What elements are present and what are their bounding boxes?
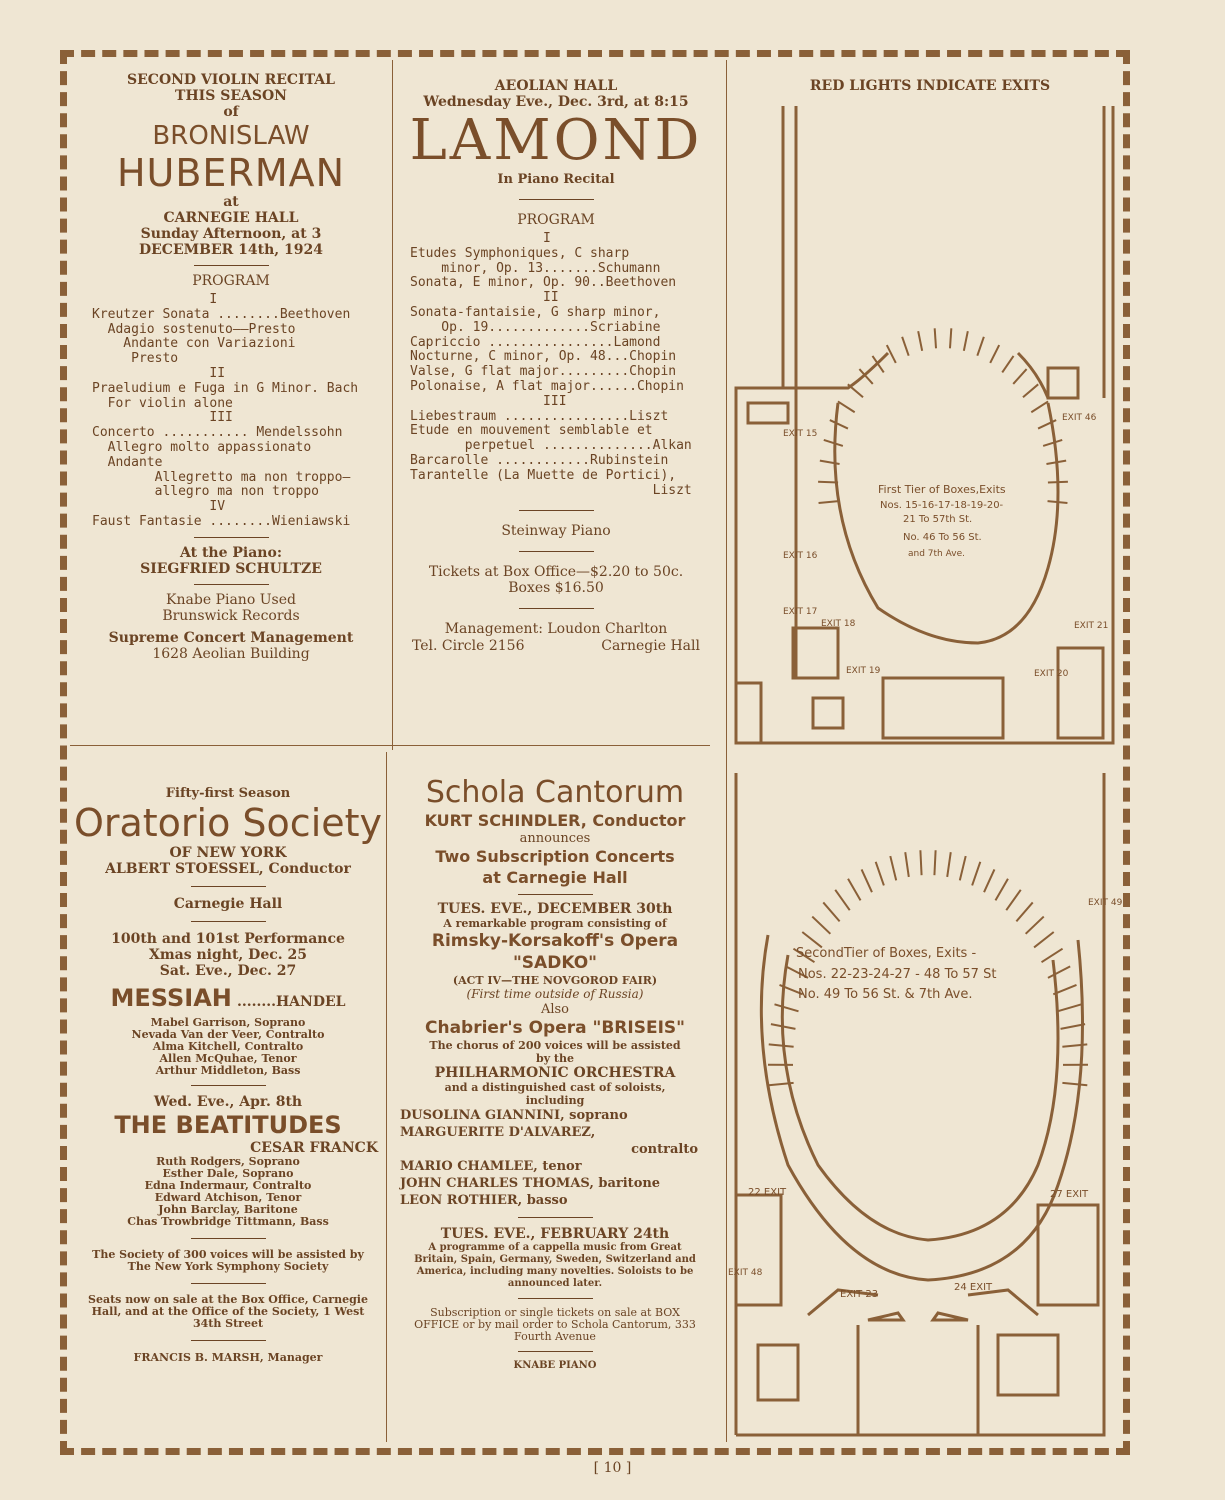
schola-opera2: Chabrier's Opera "BRISEIS" xyxy=(424,1018,686,1038)
huberman-line1: SECOND VIOLIN RECITAL xyxy=(127,72,335,88)
seat-box-mark xyxy=(972,862,980,886)
seat-box-mark xyxy=(1058,1004,1082,1011)
seat-box-mark xyxy=(823,902,839,921)
oratorio-date3: Wed. Eve., Apr. 8th xyxy=(153,1094,303,1110)
program-line: Ruth Rodgers, Soprano xyxy=(156,1155,300,1168)
program-line: Liszt xyxy=(410,482,692,498)
map2-note1: SecondTier of Boxes, Exits - xyxy=(796,946,977,961)
seat-box-mark xyxy=(1062,1083,1087,1085)
divider xyxy=(392,60,393,750)
divider xyxy=(70,745,710,746)
huberman-records: Brunswick Records xyxy=(162,607,300,624)
seat-box-mark xyxy=(769,1044,794,1046)
program-line: For violin alone xyxy=(92,395,233,411)
huberman-piano-used: Knabe Piano Used xyxy=(166,591,296,608)
program-line: II xyxy=(410,290,559,306)
seat-box-mark xyxy=(1048,501,1068,503)
schola-announces: announces xyxy=(519,831,591,846)
map1-note5: and 7th Ave. xyxy=(908,549,965,559)
seat-box-mark xyxy=(977,337,984,356)
program-line: Nocturne, C minor, Op. 48...Chopin xyxy=(410,349,677,365)
seat-box-mark xyxy=(1034,932,1054,947)
schola-including: including xyxy=(525,1094,585,1107)
program-line: Allegro molto appassionato xyxy=(92,439,312,455)
map1-exit-15: EXIT 15 xyxy=(783,429,818,439)
map1-exit-17: EXIT 17 xyxy=(783,607,818,617)
huberman-pianist: SIEGFRIED SCHULTZE xyxy=(140,560,322,577)
beatitudes-cast xyxy=(72,1156,384,1228)
program-line: Capriccio ................Lamond xyxy=(410,334,661,350)
program-line: Esther Dale, Soprano xyxy=(162,1167,294,1180)
program-line: Barcarolle ............Rubinstein xyxy=(410,452,669,468)
oratorio-beatitudes: THE BEATITUDES xyxy=(114,1111,342,1139)
map1-note3: 21 To 57th St. xyxy=(903,514,973,525)
program-line: Presto xyxy=(92,351,179,367)
schola-piano: KNABE PIANO xyxy=(513,1360,597,1371)
program-line: allegro ma non troppo xyxy=(92,484,319,500)
huberman-management: Supreme Concert Management xyxy=(108,629,354,646)
map1-note1: First Tier of Boxes,Exits xyxy=(878,483,1006,496)
map1-exit-19: EXIT 19 xyxy=(846,666,881,676)
seat-box-mark xyxy=(1031,401,1048,412)
seat-box-mark xyxy=(775,1004,799,1011)
program-line: Polonaise, A flat major......Chopin xyxy=(410,378,684,394)
program-line: Liebestraum ................Liszt xyxy=(410,408,669,424)
map1-note4: No. 46 To 56 St. xyxy=(903,532,982,543)
schola-soloist-1: DUSOLINA GIANNINI, soprano xyxy=(400,1108,628,1123)
seat-box-mark xyxy=(1026,917,1044,934)
schola-chorus2: by the xyxy=(536,1052,574,1065)
seat-box-mark xyxy=(819,501,839,503)
divider xyxy=(386,752,387,1442)
program-line: Etudes Symphoniques, C sharp xyxy=(410,245,630,261)
huberman-last-name: HUBERMAN xyxy=(116,151,346,195)
program-line: Adagio sostenuto——Presto xyxy=(92,321,296,337)
second-tier-floor-plan xyxy=(728,765,1124,1445)
seat-box-mark xyxy=(1013,369,1026,384)
lamond-hall2: Carnegie Hall xyxy=(601,638,700,655)
map1-exit-16: EXIT 16 xyxy=(783,551,818,561)
seat-box-mark xyxy=(862,869,872,892)
lamond-tickets: Tickets at Box Office—$2.20 to 50c. xyxy=(428,564,684,581)
map2-exit-48: EXIT 48 xyxy=(728,1268,763,1278)
schola-first: (First time outside of Russia) xyxy=(466,987,644,1001)
oratorio-date2: Sat. Eve., Dec. 27 xyxy=(159,963,297,979)
schola-soloist-2b: contralto xyxy=(631,1142,698,1157)
huberman-address: 1628 Aeolian Building xyxy=(152,645,310,662)
lamond-piano: Steinway Piano xyxy=(501,523,611,540)
page-number: [ 10 ] xyxy=(593,1460,632,1476)
program-line: Valse, G flat major.........Chopin xyxy=(410,364,677,380)
map1-header: RED LIGHTS INDICATE EXITS xyxy=(809,78,1051,94)
program-line: Faust Fantasie ........Wieniawski xyxy=(92,513,351,529)
oratorio-sale: Seats now on sale at the Box Office, Carnegie Hall, and at the Office of the Society, 1 West 34th Street xyxy=(88,1293,368,1330)
program-line: Praeludium e Fuga in G Minor. Bach xyxy=(92,380,359,396)
schola-program2: A programme of a cappella music from Great Britain, Spain, Germany, Sweden, Switzerland and America, including many novelties. Soloists to be announced later. xyxy=(414,1242,696,1289)
schola-soloist-2: MARGUERITE D'ALVAREZ, xyxy=(400,1125,596,1140)
messiah-cast xyxy=(72,1017,384,1077)
oratorio-date1: Xmas night, Dec. 25 xyxy=(149,947,307,963)
lamond-hall: AEOLIAN HALL xyxy=(494,78,618,94)
program-line: Sonata-fantaisie, G sharp minor, xyxy=(410,304,661,320)
seat-box-mark xyxy=(1023,384,1038,397)
program-line: Etude en mouvement semblable et xyxy=(410,423,653,439)
schola-name: Schola Cantorum xyxy=(425,775,685,810)
lamond-subtitle: In Piano Recital xyxy=(497,172,615,187)
seat-box-mark xyxy=(905,852,909,877)
oratorio-name: Oratorio Society xyxy=(73,801,383,845)
schola-date2: TUES. EVE., FEBRUARY 24th xyxy=(440,1226,670,1242)
seat-box-mark xyxy=(824,440,843,446)
huberman-line3: of xyxy=(223,104,239,120)
program-line: Tarantelle (La Muette de Portici), xyxy=(410,467,677,483)
huberman-time: Sunday Afternoon, at 3 xyxy=(140,226,322,242)
map1-header-box xyxy=(730,78,1130,94)
schola-opera1: Rimsky-Korsakoff's Opera xyxy=(431,931,679,951)
lamond-program xyxy=(396,232,716,498)
seat-box-mark xyxy=(960,856,966,880)
seat-box-mark xyxy=(1002,356,1013,373)
schola-concerts1: Two Subscription Concerts xyxy=(435,847,675,866)
oratorio-season: Fifty-first Season xyxy=(165,786,291,801)
program-line: IV xyxy=(92,499,226,515)
map2-exit-23: EXIT 23 xyxy=(840,1289,879,1300)
lamond-tel: Tel. Circle 2156 xyxy=(412,638,525,655)
seat-box-mark xyxy=(1016,902,1032,921)
huberman-hall: CARNEGIE HALL xyxy=(163,210,299,226)
program-line: Sonata, E minor, Op. 90..Beethoven xyxy=(410,275,677,291)
seat-box-mark xyxy=(890,856,896,880)
program-line: III xyxy=(92,410,233,426)
oratorio-messiah: MESSIAH xyxy=(110,984,232,1012)
seat-box-mark xyxy=(950,328,951,348)
oratorio-handel: ........HANDEL xyxy=(236,994,346,1010)
program-line: perpetuel ..............Alkan xyxy=(410,438,692,454)
seat-box-mark xyxy=(990,345,999,363)
huberman-piano-label: At the Piano: xyxy=(180,544,282,561)
seat-box-mark xyxy=(947,852,951,877)
map1-exit-46: EXIT 46 xyxy=(1062,413,1097,423)
program-line: III xyxy=(410,393,567,409)
program-line: I xyxy=(410,231,551,246)
lamond-ad xyxy=(396,78,716,655)
seat-box-mark xyxy=(964,331,968,351)
schola-act: (ACT IV—THE NOVGOROD FAIR) xyxy=(452,974,658,987)
oratorio-performance: 100th and 101st Performance xyxy=(111,931,345,947)
seat-box-mark xyxy=(1043,440,1062,446)
seat-box-mark xyxy=(812,917,830,934)
seat-box-mark xyxy=(934,850,935,875)
oratorio-ad xyxy=(72,786,384,1364)
map1-exit-18: EXIT 18 xyxy=(821,619,856,629)
huberman-line2: THIS SEASON xyxy=(175,88,287,104)
program-line: minor, Op. 13.......Schumann xyxy=(410,260,661,276)
schola-cast: and a distinguished cast of soloists, xyxy=(444,1081,666,1094)
oratorio-franck: CESAR FRANCK xyxy=(250,1140,378,1156)
huberman-ad xyxy=(72,72,390,662)
seat-box-mark xyxy=(1048,482,1068,483)
program-line: Alma Kitchell, Contralto xyxy=(152,1040,304,1053)
seat-box-mark xyxy=(838,401,855,412)
schola-ad xyxy=(394,775,716,1371)
lamond-date: Wednesday Eve., Dec. 3rd, at 8:15 xyxy=(423,94,689,110)
schola-conductor: KURT SCHINDLER, Conductor xyxy=(424,811,686,830)
schola-soloist-5: LEON ROTHIER, basso xyxy=(400,1193,568,1208)
map2-exit-49: EXIT 49 xyxy=(1088,898,1123,908)
seat-box-mark xyxy=(820,461,840,464)
seat-box-mark xyxy=(918,331,922,351)
huberman-program xyxy=(72,293,390,530)
lamond-program-label: PROGRAM xyxy=(517,212,595,228)
program-line: Arthur Middleton, Bass xyxy=(155,1064,301,1077)
map2-note3: No. 49 To 56 St. & 7th Ave. xyxy=(798,987,973,1002)
map1-note2: Nos. 15-16-17-18-19-20- xyxy=(880,500,1004,511)
program-line: Edna Indermaur, Contralto xyxy=(144,1179,312,1192)
map1-exit-21: EXIT 21 xyxy=(1074,621,1109,631)
first-tier-floor-plan xyxy=(728,98,1124,750)
program-line: I xyxy=(92,292,218,307)
program-line: Edward Atchison, Tenor xyxy=(154,1191,302,1204)
seat-box-mark xyxy=(1048,966,1070,977)
oratorio-city: OF NEW YORK xyxy=(169,845,287,861)
oratorio-manager: FRANCIS B. MARSH, Manager xyxy=(133,1351,323,1364)
program-line: Op. 19.............Scriabine xyxy=(410,319,661,335)
program-line: Nevada Van der Veer, Contralto xyxy=(131,1028,325,1041)
program-line: John Barclay, Baritone xyxy=(158,1203,298,1216)
seat-box-mark xyxy=(1006,890,1020,910)
seat-box-mark xyxy=(830,420,848,428)
program-line: Allen McQuhae, Tenor xyxy=(159,1052,297,1065)
program-line: Mabel Garrison, Soprano xyxy=(150,1016,306,1029)
oratorio-hall: Carnegie Hall xyxy=(173,896,283,912)
program-line: Kreutzer Sonata ........Beethoven xyxy=(92,306,351,322)
schola-philharmonic: PHILHARMONIC ORCHESTRA xyxy=(434,1065,676,1081)
huberman-first-name: BRONISLAW xyxy=(152,121,310,151)
huberman-at: at xyxy=(223,194,239,210)
map2-exit-22: 22 EXIT xyxy=(748,1187,787,1198)
program-line: Andante xyxy=(92,454,163,470)
oratorio-conductor: ALBERT STOESSEL, Conductor xyxy=(105,861,351,877)
program-line: Concerto ........... Mendelssohn xyxy=(92,425,343,441)
schola-also: Also xyxy=(540,1002,570,1017)
seat-box-mark xyxy=(984,869,994,892)
map2-exit-27: 27 EXIT xyxy=(1050,1189,1089,1200)
program-line: II xyxy=(92,365,226,381)
program-line: Allegretto ma non troppo— xyxy=(92,469,351,485)
seat-box-mark xyxy=(876,862,884,886)
schola-sale: Subscription or single tickets on sale at BOX OFFICE or by mail order to Schola Cantorum, 333 Fourth Avenue xyxy=(414,1306,696,1343)
seat-box-mark xyxy=(848,384,863,397)
schola-chorus1: The chorus of 200 voices will be assisted xyxy=(429,1039,681,1052)
lamond-name: LAMOND xyxy=(409,108,703,173)
huberman-program-label: PROGRAM xyxy=(192,273,270,289)
program-line: Chas Trowbridge Tittmann, Bass xyxy=(127,1215,329,1228)
schola-soloist-3: MARIO CHAMLEE, tenor xyxy=(400,1159,582,1174)
schola-sadko: "SADKO" xyxy=(512,953,598,973)
map2-exit-24: 24 EXIT xyxy=(954,1282,993,1293)
lamond-management: Management: Loudon Charlton xyxy=(444,621,668,638)
huberman-date: DECEMBER 14th, 1924 xyxy=(139,242,323,258)
schola-remark: A remarkable program consisting of xyxy=(443,917,667,930)
schola-date1: TUES. EVE., DECEMBER 30th xyxy=(437,901,673,917)
seat-box-mark xyxy=(835,890,849,910)
map2-note2: Nos. 22-23-24-27 - 48 To 57 St xyxy=(798,967,997,982)
seat-box-mark xyxy=(848,879,860,901)
seat-box-mark xyxy=(818,482,838,483)
seat-box-mark xyxy=(920,850,921,875)
oratorio-assist: The Society of 300 voices will be assisted by The New York Symphony Society xyxy=(92,1248,364,1273)
schola-soloist-4: JOHN CHARLES THOMAS, baritone xyxy=(400,1176,661,1191)
map1-exit-20: EXIT 20 xyxy=(1034,669,1069,679)
program-line: Andante con Variazioni xyxy=(92,336,296,352)
seat-box-mark xyxy=(935,328,936,348)
lamond-boxes: Boxes $16.50 xyxy=(508,580,604,597)
seat-box-mark xyxy=(995,879,1007,901)
schola-concerts2: at Carnegie Hall xyxy=(482,868,628,887)
divider xyxy=(726,60,727,1442)
seat-box-mark xyxy=(902,337,909,356)
